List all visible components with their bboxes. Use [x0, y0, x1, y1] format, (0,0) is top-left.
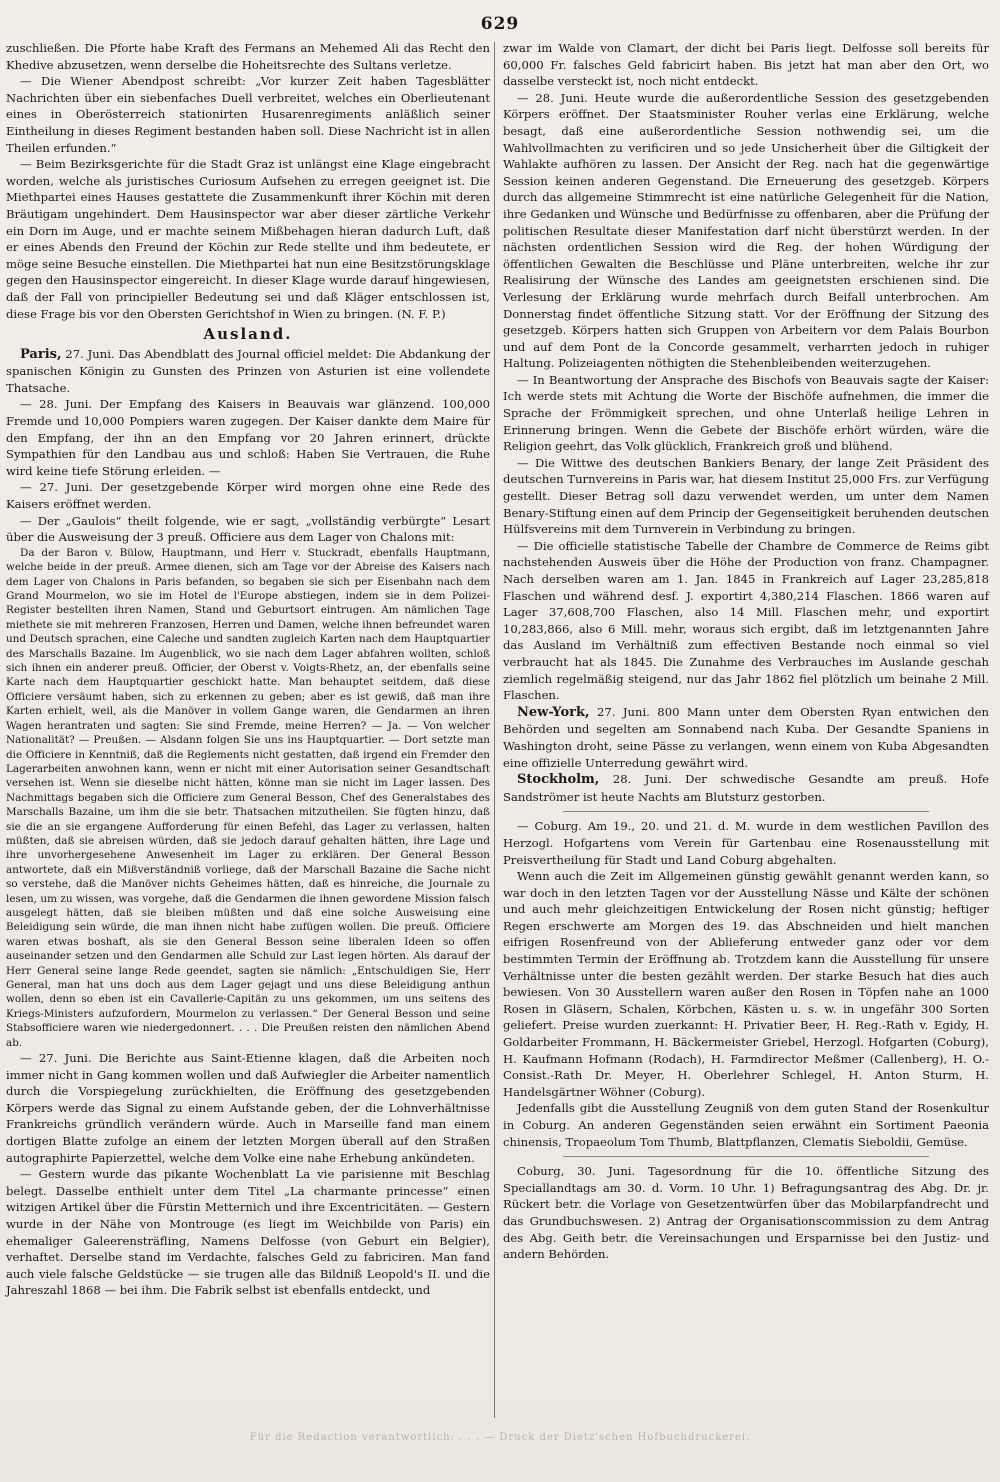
article-vie-parisienne: — Gestern wurde das pikante Wochenblatt La vie parisienne mit Beschlag belegt. Dasselbe enthielt unter dem Titel „La charmante princesse“ einen witzigen Artikel über die Fürstin Metternich und ihre Excentricitäten. — Gestern wurde in der Nähe von Montrouge (es liegt im Weichbilde von Paris) ein ehemaliger Galeerensträfling, Namens Delfosse (von Geburt ein Belgier), verhaftet. Derselbe stand im Verdachte, falsches Geld zu fabriciren. Man fand auch viele falsche Geldstücke — sie trugen alle das Bildniß Leopold's II. und die Jahreszahl 1868 — bei ihm. Die Fabrik selbst ist ebenfalls entdeckt, und: [6, 1167, 490, 1298]
article-bischof: — In Beantwortung der Ansprache des Bischofs von Beauvais sagte der Kaiser: Ich werde stets mit Achtung die Worte der Bischöfe aufnehmen, die immer die Sprache der Frömmigkeit sprechen, und ohne Unterlaß heilige Lehren in Erinnerung bringen. Wenn die Gebete der Bischöfe erhört würden, wäre die Religion geehrt, das Volk glücklich, Frankreich groß und blühend.: [503, 372, 989, 454]
article-stockholm: [503, 771, 989, 805]
article-wiener-abendpost: — Die Wiener Abendpost schreibt: „Vor kurzer Zeit haben Tagesblätter Nachrichten über ein siebenfaches Duell verbreitet, welches ein Oberlieutenant eines in Oberösterreich stationirten Husarenregiments anläßlich seiner Eintheilung in dieses Regiment bestanden haben soll. Diese Nachricht ist in allen Theilen erfunden.“: [6, 74, 490, 155]
article-benary: — Die Wittwe des deutschen Bankiers Benary, der lange Zeit Präsident des deutschen Turnvereins in Paris war, hat diesem Institut 25,000 Frs. zur Verfügung gestellt. Dieser Betrag soll dazu verwendet werden, um unter dem Namen Benary-Stiftung einen auf dem Princip der Gegenseitigkeit beruhenden deutschen Hülfsvereins mit dem Turnverein in Verbindung zu bringen.: [503, 455, 989, 537]
article-new-york-text: 27. Juni. 800 Mann unter dem Obersten Ryan entwichen den Behörden und segelten am Sonnabend nach Kuba. Der Gesandte Spaniens in Washington droht, seine Pässe zu verlangen, wenn einem von Kuba Abgesandten eine offizielle Unterredung gewährt wird.: [503, 704, 990, 770]
article-gaulois-quote: Da der Baron v. Bülow, Hauptmann, und Herr v. Stuckradt, ebenfalls Hauptmann, welche beide in der preuß. Armee dienen, sich am Tage vor der Abreise des Kaisers nach dem Lager von Chalons in Paris befanden, so begaben sie sich per Eisenbahn nach dem Grand Mourmelon, wo sie im Hotel de l'Europe abstiegen, indem sie in dem Polizei-Register bestellten ihren Namen, Stand und Geburtsort eintrugen. Am nämlichen Tage miethete sie mit mehreren Franzosen, Herren und Damen, welche ihnen befreundet waren und Deutsch sprachen, eine Caleche und sandten zugleich Karten nach dem Hauptquartier des Marschalls Bazaine. Im Augenblick, wo sie nach dem Lager abfahren wollten, schloß sich ihnen ein anderer preuß. Officier, der Oberst v. Voigts-Rhetz, an, der ebenfalls seine Karte nach dem Hauptquartier geschickt hatte. Man behauptet seitdem, daß diese Officiere versäumt haben, sich zu erkennen zu geben; aber es ist gewiß, daß man ihre Karten erhielt, weil, als die Manöver in vollem Gange waren, die Gendarmen an ihren Wagen herantraten und sagten: Sie sind Fremde, meine Herren? — Ja. — Von welcher Nationalität? — Preußen. — Alsdann folgen Sie uns ins Hauptquartier. — Dort setzte man die Officiere in Kenntniß, daß die Reglements nicht gestatten, daß irgend ein Fremder den Lagerarbeiten anwohnen kann, wenn er nicht mit einer Autorisation seiner Gesandtschaft versehen ist. Wenn sie dieselbe nicht hätten, könne man sie nicht im Lager lassen. Des Nachmittags begaben sich die Officiere zum General Besson, Chef des Generalstabes des Marschalls Bazaine, um ihm die sie betr. Thatsachen mitzutheilen. Sie fügten hinzu, daß sie die an sie ergangene Aufforderung für einen Befehl, das Lager zu verlassen, halten müßten, daß sie abreisen würden, daß sie jedoch darauf gehalten hätten, ihre Lage und ihre unvorhergesehene Anwesenheit im Lager zu erklären. Der General Besson antwortete, daß ein Mißverständniß vorliege, daß der Marschall Bazaine die Sache nicht so verstehe, daß die Manöver nichts Geheimes hätten, daß es hinreiche, die Journale zu lesen, um zu wissen, was vorgehe, daß die Gendarmen die ihnen gewordene Mission falsch ausgelegt hätten, daß sie bleiben müßten und daß eine solche Ausweisung eine Beleidigung sein würde, die man ihnen nicht habe zufügen wollen. Die preuß. Officiere waren etwas boshaft, als sie den General Besson seine liberalen Ideen so offen auseinander setzen und den Gendarmen alle Schuld zur Last legen hörten. Als darauf der Herr General seine lange Rede geendet, sagten sie nämlich: „Entschuldigen Sie, Herr General, man hat uns doch aus dem Lager gejagt und uns diese Beleidigung anthun wollen, denn so eben ist ein Cavallerie-Capitän zu uns gekommen, um uns seitens des Kriegs-Ministers aufzufordern, Mourmelon zu verlassen.“ Der General Besson und seine Stabsofficiere waren wie niedergedonnert. . . . Die Preußen reisten den nämlichen Abend ab.: [6, 546, 490, 1049]
article-graz: — Beim Bezirksgerichte für die Stadt Graz ist unlängst eine Klage eingebracht worden, welche als juristisches Curiosum Aufsehen zu erregen geeignet ist. Die Miethpartei eines Hauses gestattete die Zusammenkunft ihrer Köchin mit deren Bräutigam ungehindert. Dem Hausinspector war aber dieser zärtliche Verkehr ein Dorn im Auge, und er machte seinem Mißbehagen hieran dadurch Luft, daß er eines Abends den Freund der Köchin zur Rede stellte und ihm bedeutete, er möge seine Besuche einstellen. Die Miethpartei hat nun eine Besitzstörungsklage gegen den Hausinspector eingereicht. In dieser Klage wurde darauf hingewiesen, daß der Fall von principieller Bedeutung sei und daß Kläger entschlossen ist, diese Frage bis vor den Obersten Gerichtshof in Wien zu bringen. (N. F. P.): [6, 157, 490, 321]
dateline-stockholm: Stockholm,: [517, 772, 600, 788]
article-stockholm-text: 28. Juni. Der schwedische Gesandte am preuß. Hofe Sandströmer ist heute Nachts am Blutsturz gestorben.: [503, 772, 989, 804]
article-coburg-rosen-2: Wenn auch die Zeit im Allgemeinen günstig gewählt genannt werden kann, so war doch in den letzten Tagen vor der Ausstellung Nässe und Kälte der schönen und auch mehr gleichzeitigen Entwickelung der Rosen nicht günstig; heftiger Regen erschwerte am Morgen des 19. das Abschneiden und hielt manchen eifrigen Rosenfreund von der Ablieferung entweder ganz oder vor dem bestimmten Termin der Eröffnung ab. Trotzdem kann die Ausstellung für unsere Verhältnisse unter die besten gezählt werden. Der starke Besuch hat dies auch bewiesen. Von 30 Ausstellern waren außer den Rosen in Töpfen nahe an 1000 Rosen in Gläsern, Schalen, Körbchen, Kästen u. s. w. in ungefähr 300 Sorten geliefert. Preise wurden zuerkannt: H. Privatier Beer, H. Reg.-Rath v. Egidy, H. Goldarbeiter Frommann, H. Bäckermeister Griebel, Herzogl. Hofgarten (Coburg), H. Kaufmann Hofmann (Rodach), H. Farmdirector Meßmer (Callenberg), H. O.-Consist.-Rath Dr. Meyer, H. Oberlehrer Schlegel, H. Anton Sturm, H. Handelsgärtner Wöhner (Coburg).: [503, 869, 989, 1099]
article-champagner: — Die officielle statistische Tabelle der Chambre de Commerce de Reims gibt nachstehenden Ausweis über die Höhe der Production von franz. Champagner. Nach derselben waren am 1. Jan. 1845 in Frankreich auf Lager 23,285,818 Flaschen und während desf. J. exportirt 4,380,214 Flaschen. 1866 waren auf Lager 37,608,700 Flaschen, also 14 Mill. Flaschen mehr, und exportirt 10,283,866, also 6 Mill. mehr, woraus sich ergibt, daß im letztgenannten Jahre das Ausland im Verhältniß zum effectiven Bestande noch einmal so viel verbraucht hat als 1845. Die Zunahme des Verbrauches im Auslande geschah ziemlich regelmäßig steigend, nur das Jahr 1862 fiel plötzlich um beinahe 2 Mill. Flaschen.: [503, 538, 989, 703]
left-column: [6, 40, 490, 1299]
right-column: [503, 40, 989, 1263]
section-rule: [563, 811, 929, 812]
page-footer: Für die Redaction verantwortlich: . . . — Druck der Dietz'schen Hofbuchdruckerei.: [249, 1432, 751, 1443]
dateline-new-york: New-York,: [517, 704, 590, 720]
dateline-date: 27. Juni.: [65, 346, 115, 361]
article-continuation: zuschließen. Die Pforte habe Kraft des Fermans an Mehemed Ali das Recht den Khedive abzusetzen, wenn derselbe die Hoheitsrechte des Sultans verletze.: [6, 41, 490, 72]
article-continuation-right: zwar im Walde von Clamart, der dicht bei Paris liegt. Delfosse soll bereits für 60,000 Fr. falsches Geld fabricirt haben. Bis jetzt hat man aber den Ort, wo dasselbe versteckt ist, noch nicht entdeckt.: [503, 41, 989, 89]
section-rule-2: [563, 1156, 929, 1157]
dateline-paris: Paris,: [20, 346, 62, 362]
article-koerper: — 27. Juni. Der gesetzgebende Körper wird morgen ohne eine Rede des Kaisers eröffnet werden.: [6, 480, 490, 512]
section-heading-ausland: Ausland.: [203, 325, 293, 344]
article-paris: [6, 346, 490, 397]
article-session: — 28. Juni. Heute wurde die außerordentliche Session des gesetzgebenden Körpers eröffnet. Der Staatsminister Rouher verlas eine Erklärung, welche besagt, daß eine außerordentliche Session nothwendig sei, um die Wahlvollmachten zu verificiren und so jede Unsicherheit über die Giltigkeit der Wahlakte aufhören zu lassen. Der Ansicht der Reg. nach hat die gegenwärtige Session keinen anderen Gegenstand. Die Erneuerung des gesetzgeb. Körpers durch das allgemeine Stimmrecht ist eine natürliche Gelegenheit für die Nation, ihre Gedanken und Wünsche und Bedürfnisse zu offenbaren, aber die Prüfung der politischen Resultate dieser Manifestation darf nicht überstürzt werden. In der nächsten ordentlichen Session wird die Reg. der hohen Würdigung der öffentlichen Gewalten die Beschlüsse und Pläne unterbreiten, welche ihr zur Realisirung der Wünsche des Landes am geeignetsten erschienen sind. Die Verlesung der Erklärung wurde mehrfach durch Beifall unterbrochen. Am Donnerstag findet öffentliche Sitzung statt. Vor der Eröffnung der Sitzung des gesetzgeb. Körpers hatten sich Gruppen von Arbeitern vor dem Palais Bourbon und auf dem Pont de la Concorde gesammelt, verharrten jedoch in ruhiger Haltung. Polizeiagenten nöthigten die Stehenbleibenden weiterzugehen.: [503, 90, 989, 371]
article-paris-text: Das Abendblatt des Journal officiel meldet: Die Abdankung der spanischen Königin zu Gunsten des Prinzen von Asturien ist eine vollendete Thatsache.: [6, 346, 491, 395]
article-beauvais: — 28. Juni. Der Empfang des Kaisers in Beauvais war glänzend. 100,000 Fremde und 10,000 Pompiers waren zugegen. Der Kaiser dankte dem Maire für den Empfang, der ihn an den Empfang vor 20 Jahren erinnert, drückte Sympathien für den Landbau aus und schloß: Haben Sie Vertrauen, die Ruhe wird keine tiefe Störung erleiden. —: [6, 397, 490, 478]
page-number: 629: [480, 14, 520, 34]
article-gaulois-intro: — Der „Gaulois“ theilt folgende, wie er sagt, „vollständig verbürgte“ Lesart über die Ausweisung der 3 preuß. Officiere aus dem Lager von Chalons mit:: [6, 513, 490, 545]
article-coburg-landtag: Coburg, 30. Juni. Tagesordnung für die 10. öffentliche Sitzung des Speciallandtags am 30. d. Vorm. 10 Uhr. 1) Befragungsantrag des Abg. Dr. jr. Rückert betr. die Vorlage von Gesetzentwürfen über das Mobilarpfandrecht und das Grundbuchswesen. 2) Antrag der Organisationscommission zu dem Antrag des Abg. Geith betr. die Vereinsachungen und Ersparnisse bei den Justiz- und andern Behörden.: [503, 1164, 989, 1262]
article-new-york: [503, 704, 989, 771]
column-divider: [494, 42, 495, 1418]
article-coburg-rosen: — Coburg. Am 19., 20. und 21. d. M. wurde in dem westlichen Pavillon des Herzogl. Hofgartens vom Verein für Gartenbau eine Rosenausstellung mit Preisvertheilung für Stadt und Land Coburg abgehalten.: [503, 819, 989, 867]
article-coburg-rosen-3: Jedenfalls gibt die Ausstellung Zeugniß von dem guten Stand der Rosenkultur in Coburg. An anderen Gegenständen seien erwähnt ein Sortiment Paeonia chinensis, Tropaeolum Tom Thumb, Blattpflanzen, Clematis Sieboldii, Gemüse.: [503, 1101, 989, 1149]
article-saint-etienne: — 27. Juni. Die Berichte aus Saint-Etienne klagen, daß die Arbeiten noch immer nicht in Gang kommen wollen und daß Aufwiegler die Arbeiter namentlich durch die Vorspiegelung zurückhielten, die Eröffnung des gesetzgebenden Körpers werde das Signal zu einem Aufstande geben, der die Lohnverhältnisse Frankreichs gründlich verändern würde. Auch in Marseille fand man einem dortigen Blatte zufolge an einem der letzten Morgen überall auf den Straßen autographirte Papierzettel, welche dem Volke eine nahe Erhebung ankündeten.: [6, 1051, 490, 1165]
